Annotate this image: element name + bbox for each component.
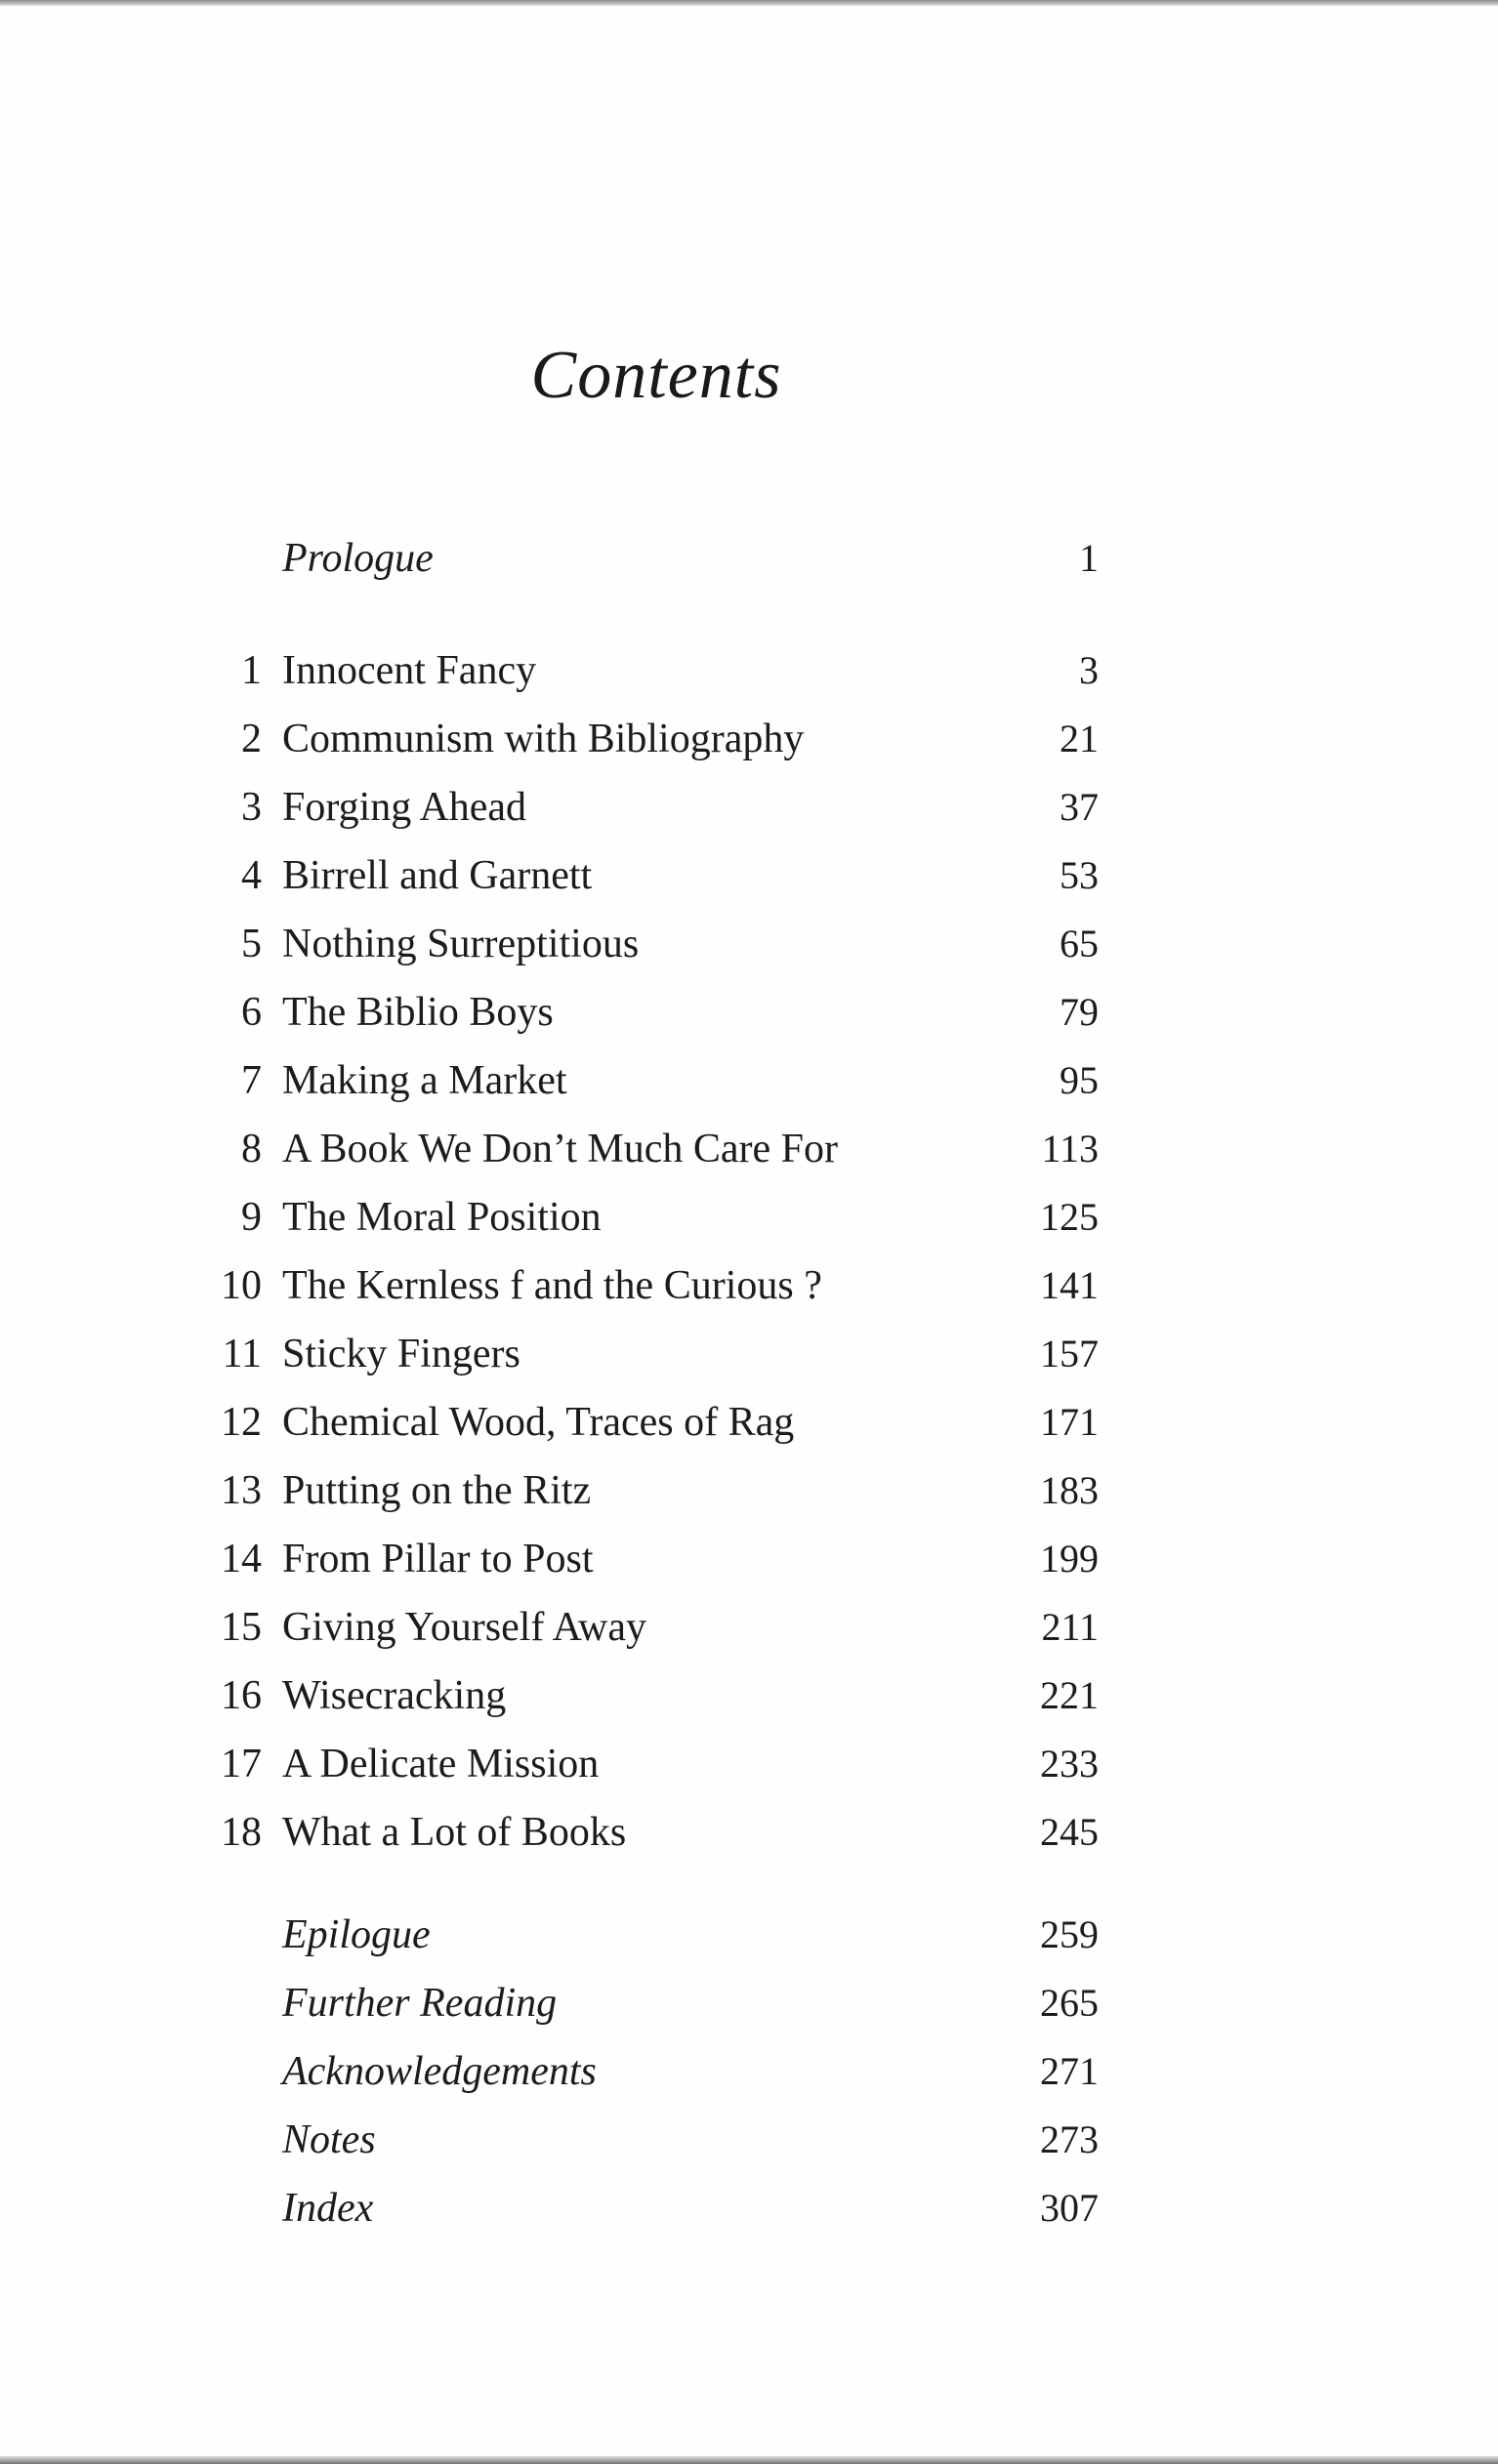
toc-page-number: 113 (1041, 1127, 1099, 1170)
toc-page-number: 273 (1040, 2117, 1099, 2161)
toc-chapter-11[interactable] (0, 1323, 1498, 1385)
toc-page-number: 183 (1040, 1468, 1099, 1512)
chapter-number: 10 (221, 1263, 262, 1308)
toc-page-number: 157 (1040, 1332, 1099, 1376)
toc-chapter-8[interactable] (0, 1118, 1498, 1180)
page-top-edge (0, 0, 1498, 6)
toc-page-number: 245 (1040, 1810, 1099, 1854)
toc-page-number: 79 (1060, 990, 1099, 1034)
chapter-number: 11 (222, 1332, 262, 1376)
toc-page-number: 199 (1040, 1537, 1099, 1581)
chapter-title: Chemical Wood, Traces of Rag (282, 1400, 795, 1445)
chapter-title: Communism with Bibliography (282, 717, 805, 761)
toc-chapter-17[interactable] (0, 1733, 1498, 1795)
chapter-number: 9 (241, 1195, 262, 1240)
toc-page-number: 53 (1060, 853, 1099, 897)
toc-entry-epilogue[interactable] (0, 1904, 1498, 1966)
toc-page-number: 307 (1040, 2186, 1099, 2230)
toc-entry-label: Notes (282, 2117, 376, 2162)
toc-page-number: 65 (1060, 922, 1099, 965)
chapter-number: 7 (241, 1058, 262, 1103)
chapter-number: 3 (241, 785, 262, 830)
chapter-title: The Biblio Boys (282, 990, 554, 1035)
chapter-number: 15 (221, 1605, 262, 1650)
chapter-title: A Delicate Mission (282, 1742, 600, 1786)
toc-chapter-7[interactable] (0, 1049, 1498, 1112)
toc-chapter-12[interactable] (0, 1391, 1498, 1454)
chapter-title: Innocent Fancy (282, 648, 537, 693)
chapter-title: Making a Market (282, 1058, 567, 1103)
toc-entry-notes[interactable] (0, 2109, 1498, 2171)
toc-page-number: 141 (1040, 1263, 1099, 1307)
chapter-number: 1 (241, 648, 262, 693)
page-bottom-edge (0, 2456, 1498, 2464)
chapter-title: Nothing Surreptitious (282, 922, 640, 966)
toc-chapter-5[interactable] (0, 913, 1498, 975)
chapter-number: 6 (241, 990, 262, 1035)
chapter-title: What a Lot of Books (282, 1810, 627, 1855)
toc-chapter-15[interactable] (0, 1596, 1498, 1659)
chapter-title: A Book We Don’t Much Care For (282, 1127, 839, 1171)
toc-entry-label: Index (282, 2186, 374, 2231)
chapter-number: 13 (221, 1468, 262, 1513)
toc-page-number: 1 (1079, 536, 1099, 580)
toc-chapter-4[interactable] (0, 844, 1498, 907)
toc-page-number: 265 (1040, 1981, 1099, 2025)
toc-chapter-9[interactable] (0, 1186, 1498, 1249)
chapter-number: 8 (241, 1127, 262, 1171)
chapter-title: The Moral Position (282, 1195, 602, 1240)
toc-entry-label: Acknowledgements (282, 2049, 597, 2094)
chapter-title: From Pillar to Post (282, 1537, 594, 1581)
chapter-number: 17 (221, 1742, 262, 1786)
toc-chapter-14[interactable] (0, 1528, 1498, 1590)
toc-chapter-2[interactable] (0, 708, 1498, 770)
chapter-title: The Kernless f and the Curious ? (282, 1263, 822, 1308)
toc-page-number: 233 (1040, 1742, 1099, 1786)
toc-page-number: 37 (1060, 785, 1099, 829)
chapter-number: 16 (221, 1673, 262, 1718)
toc-entry-prologue[interactable] (0, 527, 1498, 590)
toc-page-number: 221 (1040, 1673, 1099, 1717)
chapter-title: Putting on the Ritz (282, 1468, 592, 1513)
toc-entry-label: Prologue (282, 536, 434, 581)
toc-page-number: 271 (1040, 2049, 1099, 2093)
toc-chapter-6[interactable] (0, 981, 1498, 1044)
toc-page-number: 95 (1060, 1058, 1099, 1102)
toc-chapter-10[interactable] (0, 1254, 1498, 1317)
toc-page-number: 211 (1041, 1605, 1099, 1649)
chapter-number: 12 (221, 1400, 262, 1445)
toc-entry-index[interactable] (0, 2177, 1498, 2239)
chapter-number: 18 (221, 1810, 262, 1855)
chapter-number: 14 (221, 1537, 262, 1581)
toc-page-number: 3 (1079, 648, 1099, 692)
toc-chapter-16[interactable] (0, 1664, 1498, 1727)
toc-entry-label: Epilogue (282, 1912, 431, 1957)
toc-entry-acknowledgements[interactable] (0, 2040, 1498, 2103)
chapter-number: 2 (241, 717, 262, 761)
toc-chapter-18[interactable] (0, 1801, 1498, 1864)
chapter-number: 4 (241, 853, 262, 898)
toc-chapter-3[interactable] (0, 776, 1498, 839)
toc-entry-label: Further Reading (282, 1981, 558, 2026)
chapter-title: Birrell and Garnett (282, 853, 593, 898)
chapter-title: Sticky Fingers (282, 1332, 520, 1376)
chapter-title: Giving Yourself Away (282, 1605, 646, 1650)
toc-page-number: 171 (1040, 1400, 1099, 1444)
chapter-title: Forging Ahead (282, 785, 527, 830)
toc-page-number: 259 (1040, 1912, 1099, 1956)
toc-chapter-1[interactable] (0, 639, 1498, 702)
page-title: Contents (530, 338, 782, 413)
toc-entry-further-reading[interactable] (0, 1972, 1498, 2034)
chapter-number: 5 (241, 922, 262, 966)
toc-page-number: 125 (1040, 1195, 1099, 1239)
chapter-title: Wisecracking (282, 1673, 507, 1718)
toc-chapter-13[interactable] (0, 1459, 1498, 1522)
toc-page-number: 21 (1060, 717, 1099, 760)
